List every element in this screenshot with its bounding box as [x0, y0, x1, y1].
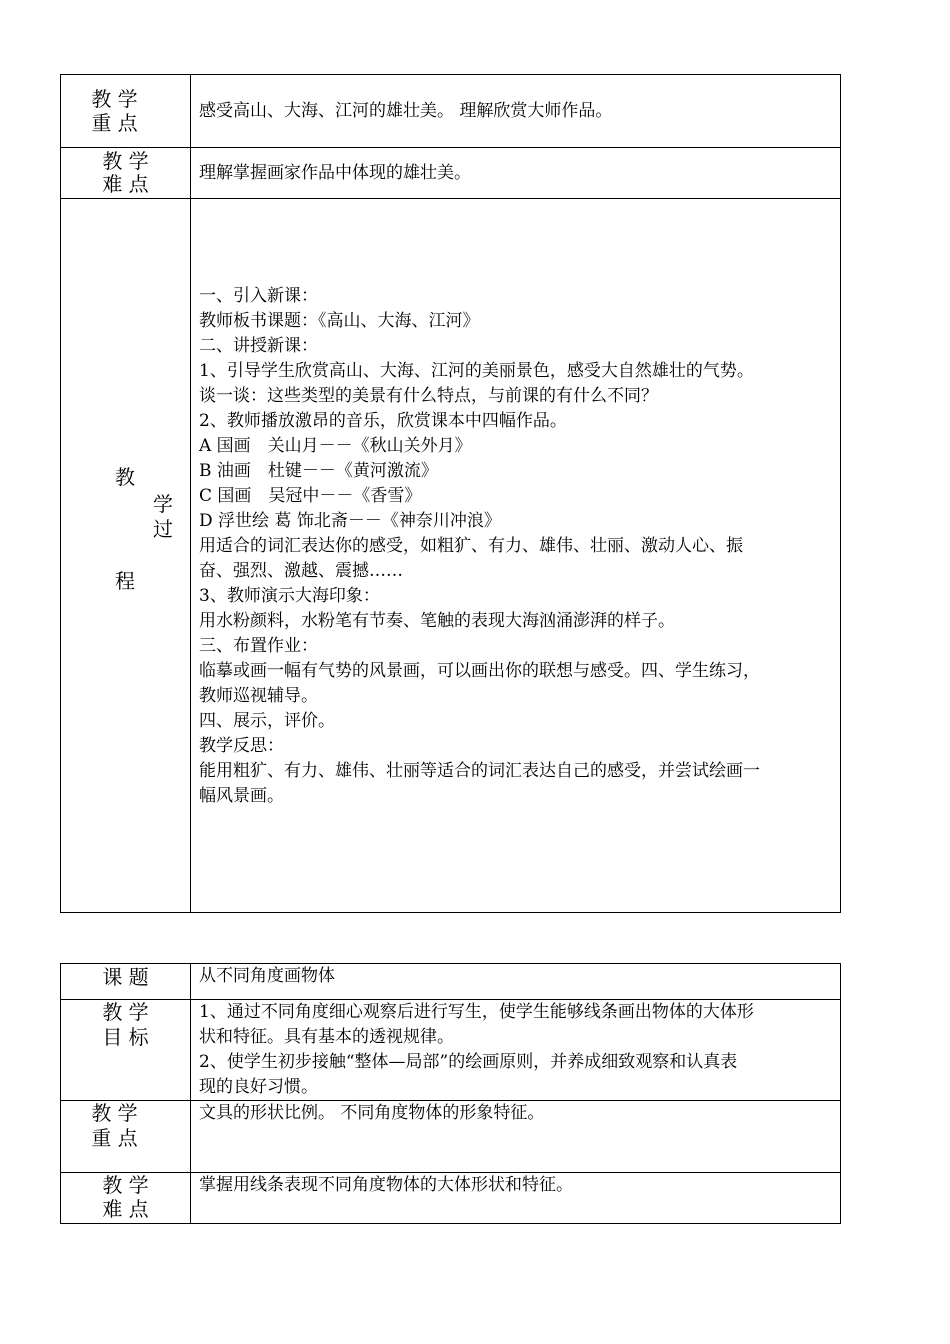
content-line: 1、引导学生欣赏高山、大海、江河的美丽景色，感受大自然雄壮的气势。 [199, 361, 754, 381]
label-char: 过 [153, 517, 173, 541]
row-label [61, 1000, 191, 1101]
table-row [61, 75, 841, 148]
content-line: 临摹或画一幅有气势的风景画，可以画出你的联想与感受。四、学生练习， [199, 661, 760, 681]
table-row [61, 199, 841, 913]
row-content [191, 1000, 841, 1101]
table-row [61, 1000, 841, 1101]
content-line: 二、讲授新课： [199, 336, 318, 356]
process-label [61, 199, 191, 913]
content-line: 谈一谈：这些类型的美景有什么特点，与前课的有什么不同？ [199, 386, 658, 406]
label-line: 教 学 [102, 149, 149, 173]
content-line: 现的良好习惯。 [199, 1077, 318, 1097]
table-row [61, 148, 841, 199]
content-line: D 浮世绘 葛 饰北斋－－《神奈川冲浪》 [199, 511, 501, 531]
row-label [61, 1101, 191, 1173]
content-line: 四、展示，评价。 [199, 711, 335, 731]
row-label [61, 964, 191, 1000]
content-line: 幅风景画。 [199, 786, 284, 806]
content-line: 状和特征。具有基本的透视规律。 [199, 1027, 454, 1047]
label-line: 难 点 [102, 1197, 149, 1221]
content-line: 一、引入新课： [199, 286, 318, 306]
content-line: 1、通过不同角度细心观察后进行写生，使学生能够线条画出物体的大体形 [199, 1002, 754, 1022]
content-line: A 国画 关山月－－《秋山关外月》 [199, 436, 472, 456]
table-row [61, 964, 841, 1000]
label-line: 教 学 [102, 1173, 149, 1197]
content-line: 3、教师演示大海印象： [199, 586, 380, 606]
row-label [61, 148, 191, 199]
label-line: 重 点 [91, 111, 138, 135]
content-line: 用水粉颜料，水粉笔有节奏、笔触的表现大海汹涌澎湃的样子。 [199, 611, 675, 631]
content-line: 教师板书课题：《高山、大海、江河》 [199, 311, 480, 331]
row-content [191, 964, 841, 1000]
lesson-table-2 [60, 963, 841, 1224]
content-line: 教学反思： [199, 736, 284, 756]
table-row [61, 1101, 841, 1173]
label-line: 教 学 [91, 1101, 138, 1125]
content-line: 2、教师播放激昂的音乐，欣赏课本中四幅作品。 [199, 411, 567, 431]
label-line: 难 点 [102, 172, 149, 196]
content-line: 感受高山、大海、江河的雄壮美。 理解欣赏大师作品。 [199, 100, 613, 121]
label-char: 教 [115, 465, 135, 489]
label-line: 课 题 [102, 965, 149, 989]
row-content [191, 1101, 841, 1173]
row-content [191, 1173, 841, 1224]
table-row [61, 1173, 841, 1224]
content-line: 用适合的词汇表达你的感受，如粗犷、有力、雄伟、壮丽、激动人心、振 [199, 536, 743, 556]
content-line: C 国画 吴冠中－－《香雪》 [199, 486, 422, 506]
label-line: 教 学 [91, 87, 138, 111]
content-line: B 油画 杜键－－《黄河激流》 [199, 461, 438, 481]
label-char: 学 [153, 492, 173, 516]
label-line: 目 标 [102, 1025, 149, 1049]
row-label [61, 1173, 191, 1224]
row-label [61, 75, 191, 148]
content-line: 能用粗犷、有力、雄伟、壮丽等适合的词汇表达自己的感受，并尝试绘画一 [199, 761, 760, 781]
content-line: 奋、强烈、激越、震撼…… [199, 561, 403, 581]
lesson-table-1 [60, 74, 841, 913]
content-line: 理解掌握画家作品中体现的雄壮美。 [199, 162, 471, 183]
content-line: 文具的形状比例。 不同角度物体的形象特征。 [199, 1103, 545, 1123]
label-line: 重 点 [91, 1126, 138, 1150]
content-line: 掌握用线条表现不同角度物体的大体形状和特征。 [199, 1175, 573, 1195]
label-char: 程 [115, 569, 135, 593]
label-line: 教 学 [102, 1000, 149, 1024]
content-line: 从不同角度画物体 [199, 966, 335, 986]
row-content [191, 148, 841, 199]
content-line: 教师巡视辅导。 [199, 686, 318, 706]
row-content [191, 75, 841, 148]
content-line: 三、布置作业： [199, 636, 318, 656]
process-content [191, 199, 841, 913]
content-line: 2、使学生初步接触“整体—局部”的绘画原则，并养成细致观察和认真表 [199, 1052, 738, 1072]
